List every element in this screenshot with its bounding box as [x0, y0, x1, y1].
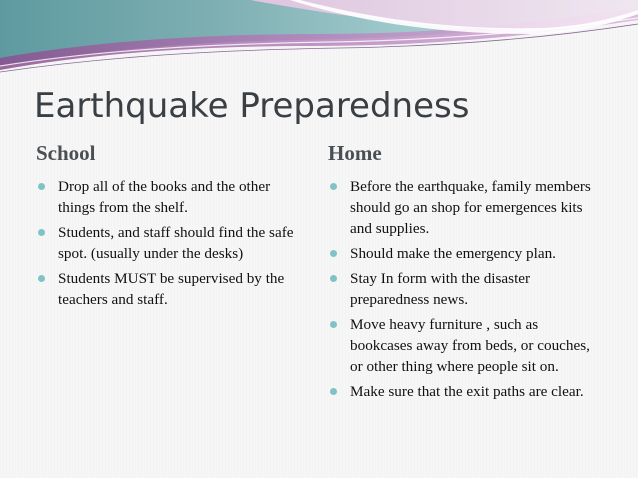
list-item	[330, 176, 600, 239]
school-bullet-list	[38, 176, 310, 314]
bullet-dot-icon	[38, 183, 45, 190]
bullet-dot-icon	[330, 183, 337, 190]
bullet-dot-icon	[330, 388, 337, 395]
list-item	[330, 243, 600, 264]
list-item-text: Stay In form with the disaster preparedness news.	[350, 270, 531, 308]
bullet-dot-icon	[330, 275, 337, 282]
list-item-text: Students, and staff should find the safe spot. (usually under the desks)	[58, 224, 294, 262]
bullet-dot-icon	[38, 275, 45, 282]
list-item-text: Move heavy furniture , such as bookcases away from beds, or couches, or other thing where people sit on.	[350, 316, 590, 375]
column-heading-school: School	[36, 141, 96, 165]
list-item	[330, 268, 600, 310]
list-item-text: Should make the emergency plan.	[350, 245, 556, 262]
list-item-text: Students MUST be supervised by the teachers and staff.	[58, 270, 285, 308]
slide-title: Earthquake Preparedness	[34, 86, 470, 126]
list-item-text: Make sure that the exit paths are clear.	[350, 383, 584, 400]
list-item-text: Before the earthquake, family members should go an shop for emergences kits and supplies.	[350, 178, 591, 237]
bullet-dot-icon	[330, 321, 337, 328]
list-item	[330, 314, 600, 377]
list-item-text: Drop all of the books and the other things from the shelf.	[58, 178, 271, 216]
bullet-dot-icon	[38, 229, 45, 236]
column-heading-home: Home	[328, 141, 382, 165]
list-item	[38, 176, 310, 218]
bullet-dot-icon	[330, 250, 337, 257]
decorative-wave-banner	[0, 0, 638, 80]
list-item	[38, 268, 310, 310]
home-bullet-list	[330, 176, 600, 406]
list-item	[330, 381, 600, 402]
list-item	[38, 222, 310, 264]
